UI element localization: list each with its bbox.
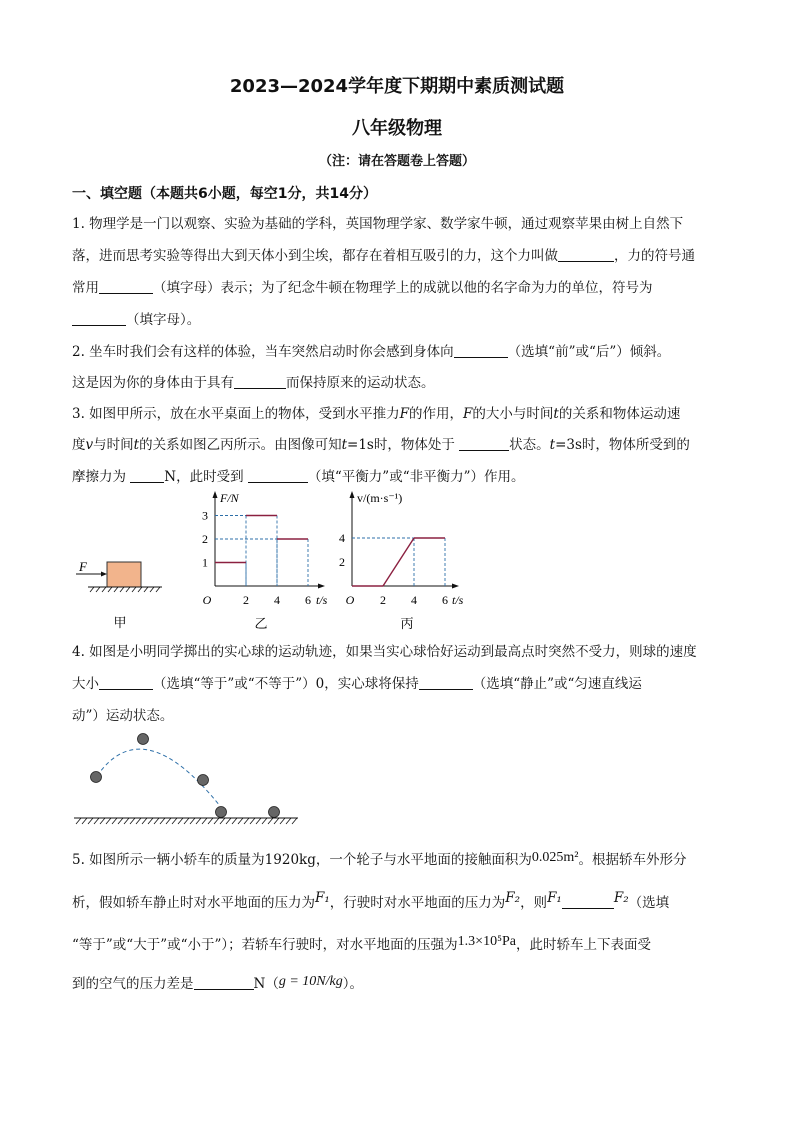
q1-line4: [72, 308, 200, 328]
q3-text: 摩擦力为: [72, 469, 126, 485]
figure-jia: [70, 555, 170, 635]
chart-caption: 丙: [400, 616, 414, 631]
var-F: F: [463, 406, 473, 422]
answer-blank[interactable]: [419, 675, 473, 690]
q3-text: 的关系如图乙丙所示。由图像可知: [139, 437, 342, 453]
answer-blank[interactable]: [234, 374, 286, 389]
q5-text: 。根据轿车外形分: [578, 852, 687, 868]
q5-text: （选填: [628, 895, 670, 911]
q3-text: 的作用，: [409, 406, 464, 422]
q1-text: 落，进而思考实验等得出大到天体小到尘埃，都存在着相互吸引的力，这个力叫做: [72, 248, 558, 264]
ground-hatch: [76, 818, 297, 824]
q1-text: （填字母）。: [126, 312, 201, 328]
q3-text: 状态。: [509, 437, 550, 453]
q5-text: 到的空气的压力差是: [72, 976, 194, 992]
q5-text: ，此时轿车上下表面受: [515, 937, 651, 953]
q1-text: 常用: [72, 280, 99, 296]
q3-line1: [72, 402, 680, 422]
page-subtitle: 八年级物理: [352, 118, 442, 139]
q1-text: （填字母）表示；为了纪念牛顿在物理学上的成就以他的名字命为力的单位，符号为: [153, 280, 653, 296]
x-tick-label: 4: [274, 593, 280, 607]
y-axis-arrow-icon: [350, 491, 355, 498]
q1-line2: [72, 244, 695, 264]
var-F1: F₁: [315, 890, 330, 906]
chart-yi: [195, 488, 340, 638]
answer-blank[interactable]: [99, 279, 153, 294]
chart-bing: [330, 488, 480, 638]
q5-text: “等于”或“大于”或“小于”）；若轿车行驶时，对水平地面的压强为: [72, 937, 458, 953]
x-tick-label: 6: [442, 593, 448, 607]
x-tick-label: 2: [243, 593, 249, 607]
x-tick-label: 6: [305, 593, 311, 607]
block: [107, 562, 141, 587]
arrow-head-icon: [101, 572, 107, 577]
q3-line2: [72, 433, 690, 453]
balls: [91, 734, 280, 818]
origin-label: O: [345, 593, 355, 607]
answer-blank[interactable]: [130, 468, 164, 483]
y-axis-label: F/N: [220, 491, 239, 505]
x-tick-label: 4: [411, 593, 417, 607]
answer-blank[interactable]: [459, 436, 509, 451]
q5-text: ，行驶时对水平地面的压力为: [329, 895, 506, 911]
ball: [216, 807, 227, 818]
var-v: v: [85, 437, 94, 453]
y-tick-label: 1: [202, 555, 208, 570]
q3-text: 3. 如图甲所示，放在水平桌面上的物体，受到水平推力: [72, 406, 400, 422]
q5-line4: [72, 972, 363, 992]
x-axis-label: t/s: [452, 593, 464, 607]
answer-blank[interactable]: [99, 675, 153, 690]
q3-text: 的关系和物体运动速: [558, 406, 681, 422]
y-tick-label: 2: [202, 532, 208, 546]
q4-text: 大小: [72, 676, 99, 692]
answer-blank[interactable]: [558, 247, 614, 262]
g-value: g = 10N/kg: [278, 974, 343, 989]
area-value: 0.025m²: [531, 850, 579, 865]
q3-text: N，此时受到: [164, 469, 244, 485]
answer-blank[interactable]: [562, 894, 614, 909]
q1-line3: [72, 276, 653, 296]
q4-line1: 4. 如图是小明同学掷出的实心球的运动轨迹，如果当实心球恰好运动到最高点时突然不受力，则球的速度: [72, 644, 697, 660]
var-F2: F₂: [505, 890, 521, 906]
q4-text: （选填“等于”或“不等于”）0，实心球将保持: [153, 676, 419, 692]
q5-line1: [72, 848, 686, 868]
y-tick-label: 2: [339, 555, 345, 569]
ball: [138, 734, 149, 745]
q1-line1: 1. 物理学是一门以观察、实验为基础的学科，英国物理学家、数学家牛顿，通过观察苹果由树上自然下: [72, 216, 684, 232]
chart-caption: 乙: [254, 616, 268, 631]
q4-line2: [72, 672, 642, 692]
answer-blank[interactable]: [454, 343, 508, 358]
q1-text: ，力的符号通: [614, 248, 695, 264]
x-tick-label: 2: [380, 593, 386, 607]
q3-text: 与时间: [93, 437, 134, 453]
var-t: t: [341, 437, 348, 453]
page-title: 2023—2024学年度下期期中素质测试题: [229, 76, 565, 97]
answer-blank[interactable]: [248, 468, 308, 483]
q3-text: 度: [72, 437, 86, 453]
q5-text: 析，假如轿车静止时对水平地面的压力为: [72, 895, 315, 911]
answer-blank[interactable]: [72, 311, 126, 326]
q5-text: N（: [253, 976, 279, 992]
q2-text: （选填“前”或“后”）倾斜。: [507, 344, 671, 360]
q4-text: （选填“静止”或“匀速直线运: [472, 676, 642, 692]
var-t: t: [133, 437, 140, 453]
q5-text: ）。: [342, 976, 363, 992]
q3-text: =1s时，物体处于: [347, 437, 455, 453]
x-axis-label: t/s: [316, 593, 328, 607]
q3-text: （填“平衡力”或“非平衡力”）作用。: [307, 469, 525, 485]
q2-text: 2. 坐车时我们会有这样的体验，当车突然启动时你会感到身体向: [72, 344, 454, 360]
var-F1: F₁: [547, 890, 562, 906]
ground-hatch: [90, 587, 160, 592]
data-segment: [383, 538, 414, 586]
force-label: F: [79, 559, 87, 574]
q2-text: 这是因为你的身体由于具有: [72, 375, 234, 391]
section-heading: 一、填空题（本题共6小题，每空1分，共14分）: [72, 186, 377, 202]
q5-line3: [72, 933, 651, 953]
y-axis-label: v/(m·s⁻¹): [357, 491, 403, 505]
answer-blank[interactable]: [194, 975, 254, 990]
ball: [91, 772, 102, 783]
var-F: F: [399, 406, 410, 422]
q5-text: ，则: [520, 895, 548, 911]
q2-line2: [72, 371, 435, 391]
figure-trajectory: [70, 728, 305, 828]
q5-text: 5. 如图所示一辆小轿车的质量为1920kg，一个轮子与水平地面的接触面积为: [72, 852, 532, 868]
q3-text: =3s时，物体所受到的: [555, 437, 690, 453]
ball: [269, 807, 280, 818]
y-axis-arrow-icon: [213, 491, 218, 498]
origin-label: O: [202, 593, 212, 607]
ball: [198, 775, 209, 786]
figure-caption: 甲: [113, 615, 127, 630]
q3-line3: [72, 465, 525, 485]
y-tick-label: 4: [339, 531, 345, 545]
y-tick-label: 3: [202, 508, 208, 523]
q3-text: 的大小与时间: [472, 406, 554, 422]
q4-line3: 动”）运动状态。: [72, 708, 174, 724]
page-note: （注：请在答题卷上答题）: [318, 154, 475, 169]
var-F2: F₂: [613, 890, 629, 906]
var-t: t: [549, 437, 556, 453]
q5-line2: [72, 890, 669, 911]
pressure-value: 1.3×10⁵Pa: [457, 934, 516, 949]
q2-text: 而保持原来的运动状态。: [286, 375, 435, 391]
x-axis-arrow-icon: [452, 584, 459, 589]
x-axis-arrow-icon: [318, 584, 325, 589]
q2-line1: [72, 340, 670, 360]
var-t: t: [553, 406, 559, 422]
